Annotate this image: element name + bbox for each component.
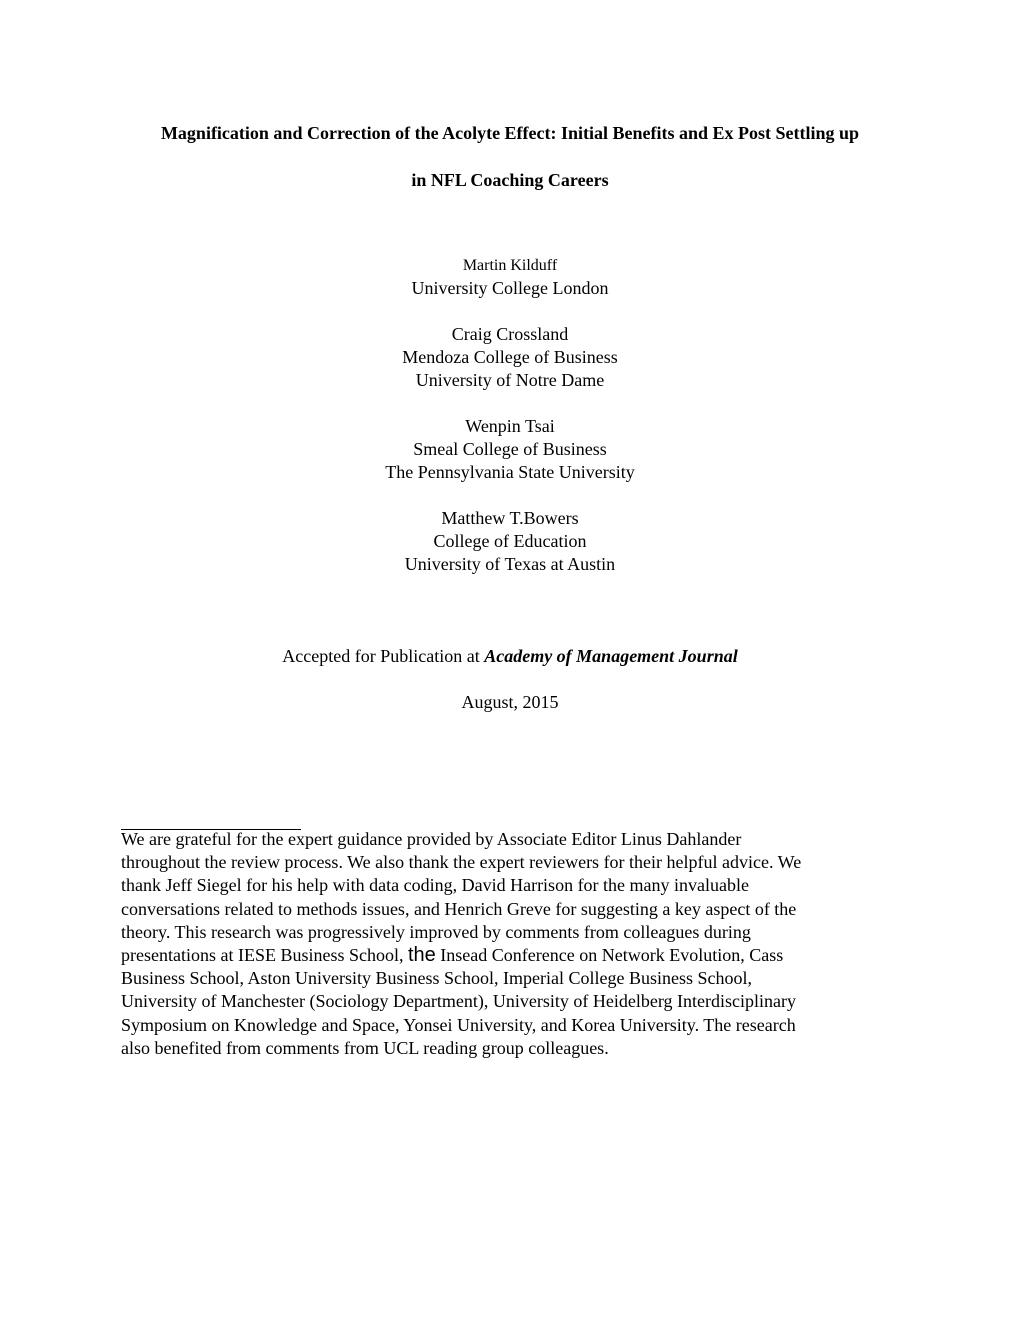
author-name: Matthew T.Bowers bbox=[441, 508, 579, 528]
ack-line: thank Jeff Siegel for his help with data coding, David Harrison for the many invaluable bbox=[121, 875, 750, 896]
ack-text: Insead Conference on Network Evolution, Cass bbox=[435, 945, 784, 966]
author-name: Wenpin Tsai bbox=[465, 416, 555, 436]
author-affiliation: Mendoza College of Business bbox=[402, 347, 618, 367]
publication-date: August, 2015 bbox=[461, 692, 559, 712]
author-list bbox=[0, 254, 1020, 599]
journal-name: Academy of Management Journal bbox=[484, 646, 738, 666]
publication-statement bbox=[0, 645, 1020, 668]
ack-line: We are grateful for the expert guidance provided by Associate Editor Linus Dahlander bbox=[121, 829, 742, 849]
ack-line-mixed bbox=[121, 944, 891, 967]
author-affiliation: University of Notre Dame bbox=[415, 370, 605, 390]
ack-line: Symposium on Knowledge and Space, Yonsei University, and Korea University. The research bbox=[121, 1014, 796, 1035]
author-name: Martin Kilduff bbox=[462, 257, 558, 274]
ack-line: throughout the review process. We also thank the expert reviewers for their helpful advice. We bbox=[121, 852, 802, 873]
ack-text: presentations at IESE Business School, bbox=[121, 945, 408, 966]
author-affiliation: Smeal College of Business bbox=[413, 439, 607, 459]
paper-title-line-1: Magnification and Correction of the Acolyte Effect: Initial Benefits and Ex Post Settling up bbox=[160, 123, 860, 143]
author-affiliation: University of Texas at Austin bbox=[404, 554, 616, 574]
author-affiliation: College of Education bbox=[433, 531, 587, 551]
author-block-bowers bbox=[0, 507, 1020, 576]
author-block-crossland bbox=[0, 323, 1020, 392]
author-block-kilduff bbox=[0, 254, 1020, 300]
author-name: Craig Crossland bbox=[451, 324, 569, 344]
ack-line: conversations related to methods issues, and Henrich Greve for suggesting a key aspect of the bbox=[121, 898, 797, 919]
ack-text-large: the bbox=[407, 944, 436, 967]
author-block-tsai bbox=[0, 415, 1020, 484]
ack-line: theory. This research was progressively improved by comments from colleagues during bbox=[121, 921, 751, 942]
ack-line: also benefited from comments from UCL reading group colleagues. bbox=[121, 1037, 609, 1058]
ack-line: University of Manchester (Sociology Department), University of Heidelberg Interdisciplinary bbox=[121, 991, 796, 1012]
publication-prefix: Accepted for Publication at bbox=[282, 646, 485, 666]
author-affiliation: University College London bbox=[411, 278, 609, 298]
ack-line: Business School, Aston University Business School, Imperial College Business School, bbox=[121, 968, 752, 989]
acknowledgement-paragraph bbox=[121, 828, 891, 1060]
paper-title-line-2: in NFL Coaching Careers bbox=[411, 170, 609, 190]
author-affiliation: The Pennsylvania State University bbox=[385, 462, 635, 482]
